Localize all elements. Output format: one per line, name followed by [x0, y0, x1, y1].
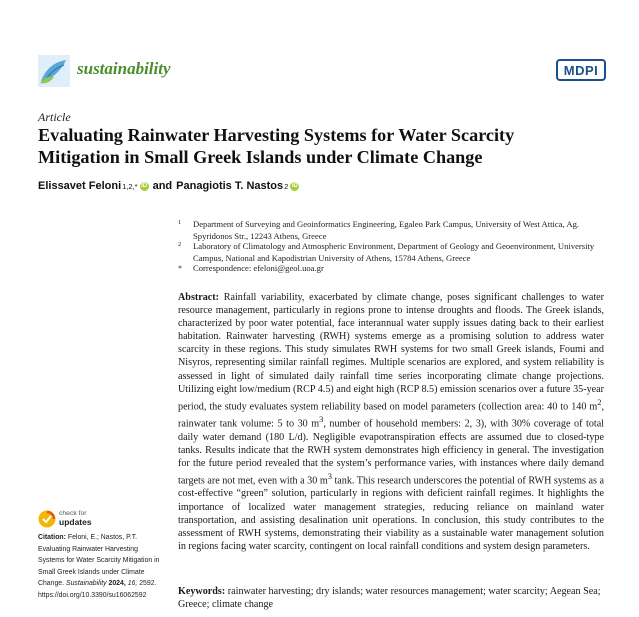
author-name[interactable]: Elissavet Feloni: [38, 180, 122, 192]
citation-year: 2024,: [108, 580, 126, 587]
publisher-logo-text: MDPI: [556, 59, 606, 81]
author-affiliation-marker: 2: [284, 181, 289, 191]
author-name[interactable]: Panagiotis T. Nastos: [176, 180, 284, 192]
superscript: 3: [319, 414, 324, 425]
correspondence-text[interactable]: Correspondence: efeloni@geol.uoa.gr: [193, 263, 324, 273]
check-updates-icon: [38, 510, 56, 528]
citation-label: Citation:: [38, 534, 66, 541]
abstract-text: tank. This research underscores the potential of RWH systems as a cost-effective “green” solution, particularly in regions with deficient rainfall regimes. It highlights the importance of localized water management strategies, reducing reliance on mainland water transportation, and assisting desalination unit operations. In conclusion, this study contributes to the assessment of RWH systems, demonstrating their viability as a sustainable water management solution in regions facing water scarcity, contingent on local rainfall conditions and system design parameters.: [178, 475, 604, 552]
abstract: [178, 291, 604, 553]
affiliation-number: 2: [178, 241, 182, 248]
keywords: [178, 585, 604, 611]
affiliation: [178, 219, 608, 242]
author-list: [38, 180, 299, 192]
citation-doi[interactable]: 2592. https://doi.org/10.3390/su16062592: [38, 580, 157, 599]
article-title: Evaluating Rainwater Harvesting Systems for Water Scarcity Mitigation in Small Greek Islands under Climate Change: [38, 125, 515, 167]
author-joiner: and: [152, 180, 173, 192]
check-for-updates-button[interactable]: [38, 508, 108, 530]
affiliation-text: Department of Surveying and Geoinformatics Engineering, Egaleo Park Campus, University of West Attica, Ag. Spyridonos Str., 12243 Athens, Greece: [193, 219, 580, 241]
correspondence: [178, 263, 608, 275]
abstract-text: , number of household members: 2, 3), with 30% coverage of total daily water demand (180 L/d). Negligible evapotranspiration effects are assumed due to closed-type tanks. Results indicate that the RWH system demonstrates high efficiency in general. The investigation for the future period revealed that the system’s performance varies, with instances where daily demand targets are not met, even with a 30 m: [178, 418, 604, 487]
correspondence-marker: *: [178, 264, 182, 273]
citation-volume: 16,: [127, 580, 138, 587]
citation-journal: Sustainability: [65, 580, 107, 587]
check-updates-line1: check for: [59, 510, 87, 517]
keywords-text: rainwater harvesting; dry islands; water resources management; water scarcity; Aegean Sea; Greece; climate change: [178, 586, 601, 611]
citation: [38, 532, 166, 601]
mdpi-logo: [556, 59, 606, 81]
abstract-label: Abstract:: [178, 292, 220, 303]
journal-logo-icon: [38, 55, 70, 87]
affiliation: [178, 241, 608, 264]
orcid-icon[interactable]: iD: [141, 182, 148, 189]
keywords-label: Keywords:: [178, 586, 226, 597]
journal-name: sustainability: [77, 59, 171, 78]
orcid-icon[interactable]: iD: [291, 182, 298, 189]
citation-text: Feloni, E.; Nastos, P.T. Evaluating Rainwater Harvesting Systems for Water Scarcity Mitigation in Small Greek Islands under Climate Change.: [38, 534, 160, 587]
article-type: Article: [38, 110, 71, 124]
affiliation-number: 1: [178, 219, 182, 226]
check-updates-line2: updates: [59, 517, 92, 527]
superscript: 2: [597, 396, 602, 407]
superscript: 3: [327, 470, 332, 481]
author-affiliation-marker: 1,2,*: [122, 181, 138, 191]
abstract-text: Rainfall variability, exacerbated by climate change, poses significant challenges to water resource management, particularly in regions prone to intense droughts and floods. The Greek islands, characterized by poor water potential, face interannual water supply issues dating back to their earliest habitation. Rainwater harvesting (RWH) systems emerge as a promising solution to address water scarcity in these regions. This study simulates RWH systems for two small Greek islands, Foumi and Nisyros, representing similar rainfall regimes. Multiple scenarios are explored, and system reliability is assessed in light of simulated daily rainfall time series incorporating climate change projections. Utilizing eight low/medium (RCP 4.5) and eight high (RCP 8.5) emission scenarios over a future 35-year period, the study evaluates system reliability based on model parameters (collection area: 40 to 140 m: [178, 292, 604, 413]
affiliation-text: Laboratory of Climatology and Atmospheric Environment, Department of Geology and Geoenvironment, University Campus, National and Kapodistrian University of Athens, 15784 Athens, Greece: [193, 241, 595, 263]
check-updates-text: [59, 510, 92, 526]
abstract-text: , rainwater tank volume: 5 to 30 m: [178, 401, 604, 430]
